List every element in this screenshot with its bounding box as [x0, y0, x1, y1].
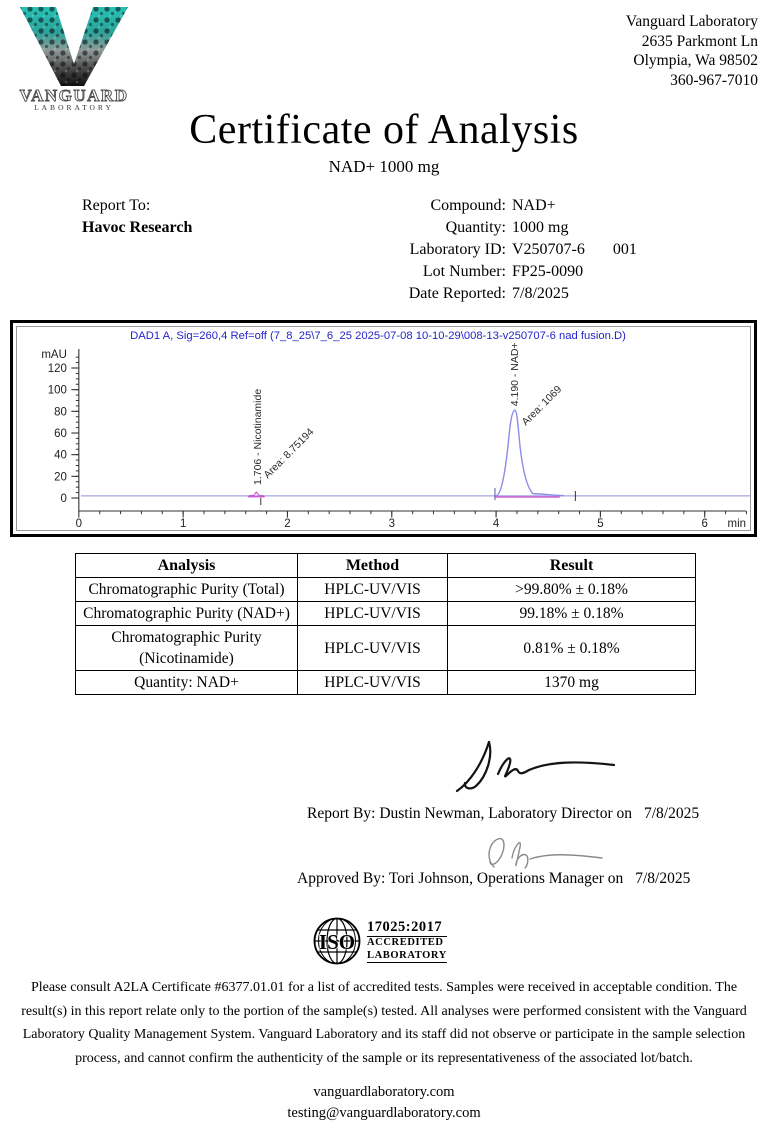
report-by-text: Report By: Dustin Newman, Laboratory Director on	[307, 805, 632, 822]
address-line: Vanguard Laboratory	[625, 13, 758, 30]
results-table	[75, 553, 696, 695]
approved-by-text: Approved By: Tori Johnson, Operations Manager on	[297, 870, 624, 887]
field-compound-value: NAD+	[512, 197, 556, 214]
field-compound-label: Compound:	[430, 197, 506, 214]
table-row	[76, 602, 696, 626]
svg-text:120: 120	[47, 362, 67, 376]
chromatogram-chart	[17, 327, 750, 530]
approved-by-line	[297, 870, 690, 888]
chromatogram-frame	[16, 326, 751, 531]
cell-analysis: Quantity: NAD+	[76, 671, 298, 695]
iso-text-block	[367, 919, 447, 963]
field-date-label: Date Reported:	[408, 285, 506, 302]
manager-signature	[478, 831, 616, 875]
cell-result: 0.81% ± 0.18%	[448, 626, 696, 671]
field-quantity-value: 1000 mg	[512, 219, 569, 236]
svg-text:80: 80	[54, 406, 67, 419]
svg-text:Area: 8.75194: Area: 8.75194	[262, 426, 317, 482]
svg-text:100: 100	[47, 384, 67, 397]
col-method: Method	[298, 554, 448, 578]
field-date-value: 7/8/2025	[512, 285, 569, 302]
page-title: Certificate of Analysis	[189, 107, 579, 153]
director-signature	[452, 732, 620, 796]
field-labid-label: Laboratory ID:	[409, 241, 506, 258]
cell-method: HPLC-UV/VIS	[298, 626, 448, 671]
cell-method: HPLC-UV/VIS	[298, 578, 448, 602]
field-lot-label: Lot Number:	[422, 263, 506, 280]
svg-text:1.706 - Nicotinamide: 1.706 - Nicotinamide	[252, 388, 264, 485]
vanguard-v-icon	[16, 6, 132, 112]
field-labid-value: V250707-6 001	[512, 241, 637, 258]
cell-method: HPLC-UV/VIS	[298, 602, 448, 626]
cell-method: HPLC-UV/VIS	[298, 671, 448, 695]
svg-text:4.190 - NAD+: 4.190 - NAD+	[509, 342, 521, 407]
iso-globe-icon	[312, 916, 362, 966]
cell-result: >99.80% ± 0.18%	[448, 578, 696, 602]
report-date: 7/8/2025	[644, 805, 700, 822]
field-quantity-label: Quantity:	[445, 219, 506, 236]
col-result: Result	[448, 554, 696, 578]
table-row	[76, 671, 696, 695]
cell-analysis: Chromatographic Purity (NAD+)	[76, 602, 298, 626]
email-address: testing@vanguardlaboratory.com	[287, 1105, 481, 1121]
cell-result: 1370 mg	[448, 671, 696, 695]
svg-text:5: 5	[597, 517, 604, 530]
vanguard-logo	[16, 6, 132, 117]
cell-result: 99.18% ± 0.18%	[448, 602, 696, 626]
client-name: Havoc Research	[82, 219, 193, 236]
report-by-line	[307, 805, 699, 823]
svg-text:Area: 1069: Area: 1069	[520, 384, 565, 429]
website-url: vanguardlaboratory.com	[313, 1084, 455, 1100]
iso-label: ISO	[318, 930, 356, 954]
iso-standard: 17025:2017	[367, 919, 447, 937]
svg-text:1: 1	[179, 517, 187, 530]
approved-date: 7/8/2025	[635, 870, 691, 887]
cell-analysis: Chromatographic Purity (Total)	[76, 578, 298, 602]
chromatogram-box	[10, 320, 757, 537]
logo-sub-wordmark: LABORATORY	[34, 103, 114, 112]
field-lot-value: FP25-0090	[512, 263, 584, 280]
svg-text:0: 0	[60, 492, 67, 506]
svg-text:4: 4	[492, 517, 500, 530]
results-header-row	[76, 554, 696, 578]
svg-text:60: 60	[54, 427, 67, 441]
svg-text:mAU: mAU	[41, 348, 67, 362]
svg-text:DAD1 A, Sig=260,4 Ref=off (7_8: DAD1 A, Sig=260,4 Ref=off (7_8_25\7_6_25 2025-07-08 10-10-29\008-13-v250707-6 nad fusion.D)	[130, 329, 626, 343]
report-to-block	[82, 195, 192, 239]
table-row	[76, 626, 696, 671]
svg-text:min: min	[727, 517, 747, 530]
table-row	[76, 578, 696, 602]
report-to-label: Report To:	[82, 197, 151, 214]
logo-wordmark: VANGUARD	[19, 86, 129, 105]
iso-accredited: ACCREDITED	[367, 937, 444, 948]
svg-text:2: 2	[284, 517, 291, 530]
address-line: 360-967-7010	[670, 71, 758, 89]
footer	[0, 1082, 768, 1124]
address-line: Olympia, Wa 98502	[633, 52, 758, 69]
page-subtitle: NAD+ 1000 mg	[328, 157, 440, 176]
cell-analysis: Chromatographic Purity (Nicotinamide)	[76, 626, 298, 671]
svg-text:6: 6	[701, 517, 708, 530]
svg-text:0: 0	[75, 517, 83, 530]
lab-address	[626, 12, 758, 90]
iso-accreditation-badge	[312, 916, 447, 966]
iso-laboratory: LABORATORY	[367, 950, 447, 961]
svg-text:20: 20	[54, 471, 67, 484]
sample-info-block	[330, 195, 637, 305]
disclaimer-text: Please consult A2LA Certificate #6377.01.01 for a list of accredited tests. Samples were received in acceptable condition. The result(s) in this report relate only to the portion of the sample(s) tested. All analyses were performed consistent with the Vanguard Laboratory Quality Management System. Vanguard Laboratory and its staff did not observe or participate in the sample selection process, and cannot confirm the authenticity of the sample or its representativeness of the associated lot/batch.	[21, 980, 747, 1066]
address-line: 2635 Parkmont Ln	[641, 32, 758, 50]
col-analysis: Analysis	[76, 554, 298, 578]
svg-text:3: 3	[388, 517, 395, 530]
svg-text:40: 40	[54, 449, 67, 462]
